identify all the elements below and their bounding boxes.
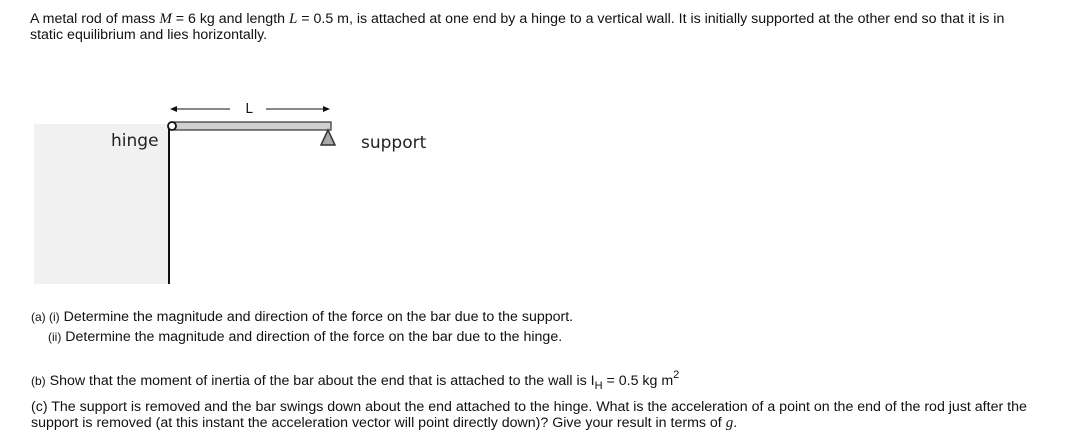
length-label: L <box>245 102 253 117</box>
inertia-unit-superscript: 2 <box>673 369 680 381</box>
question-b-text: Show that the moment of inertia of the bar about the end that is attached to the wall is <box>45 373 591 389</box>
intro-text-1: A metal rod of mass <box>30 11 160 27</box>
support-triangle <box>321 130 335 145</box>
inertia-value: = 0.5 kg m <box>602 373 674 389</box>
intro-text-2: = 6 kg and length <box>171 11 289 27</box>
question-a-i <box>31 309 1031 325</box>
question-a-ii-text: Determine the magnitude and direction of the force on the bar due to the hinge. <box>61 329 563 345</box>
question-b <box>31 369 1031 392</box>
question-c <box>31 399 1031 431</box>
question-a-ii-label: (ii) <box>48 330 62 344</box>
mass-symbol: M <box>159 11 172 27</box>
inertia-subscript: H <box>594 380 603 392</box>
hinge-pivot <box>168 122 176 130</box>
support-label: support <box>361 133 427 153</box>
length-arrow-right-head <box>323 106 330 112</box>
rod-diagram-svg <box>30 96 450 288</box>
question-a-i-text: Determine the magnitude and direction of the force on the bar due to the support. <box>59 309 574 325</box>
question-c-end: . <box>733 415 738 431</box>
gravity-symbol: g <box>725 415 734 431</box>
rod-diagram <box>30 96 450 288</box>
inertia-symbol: I <box>590 373 595 389</box>
length-arrow-left-head <box>170 106 177 112</box>
question-a-label: (a) (i) <box>31 310 60 324</box>
metal-rod <box>171 122 331 130</box>
intro-text-3: = 0.5 m, is attached at one end by a hinge to a vertical wall. It is initially supported at the other end so that it is in static equilibrium and lies horizontally. <box>30 11 1005 43</box>
question-b-label: (b) <box>31 374 46 388</box>
question-a-ii <box>48 329 1048 345</box>
hinge-label: hinge <box>111 131 159 151</box>
length-symbol: L <box>288 11 298 27</box>
question-c-text: (c) The support is removed and the bar swings down about the end attached to the hinge. What is the acceleration of a point on the end of the rod just after the support is removed (at this instant the acceleration vector will point directly down)? Give your result in terms of <box>31 399 1027 431</box>
problem-intro <box>30 11 1030 43</box>
